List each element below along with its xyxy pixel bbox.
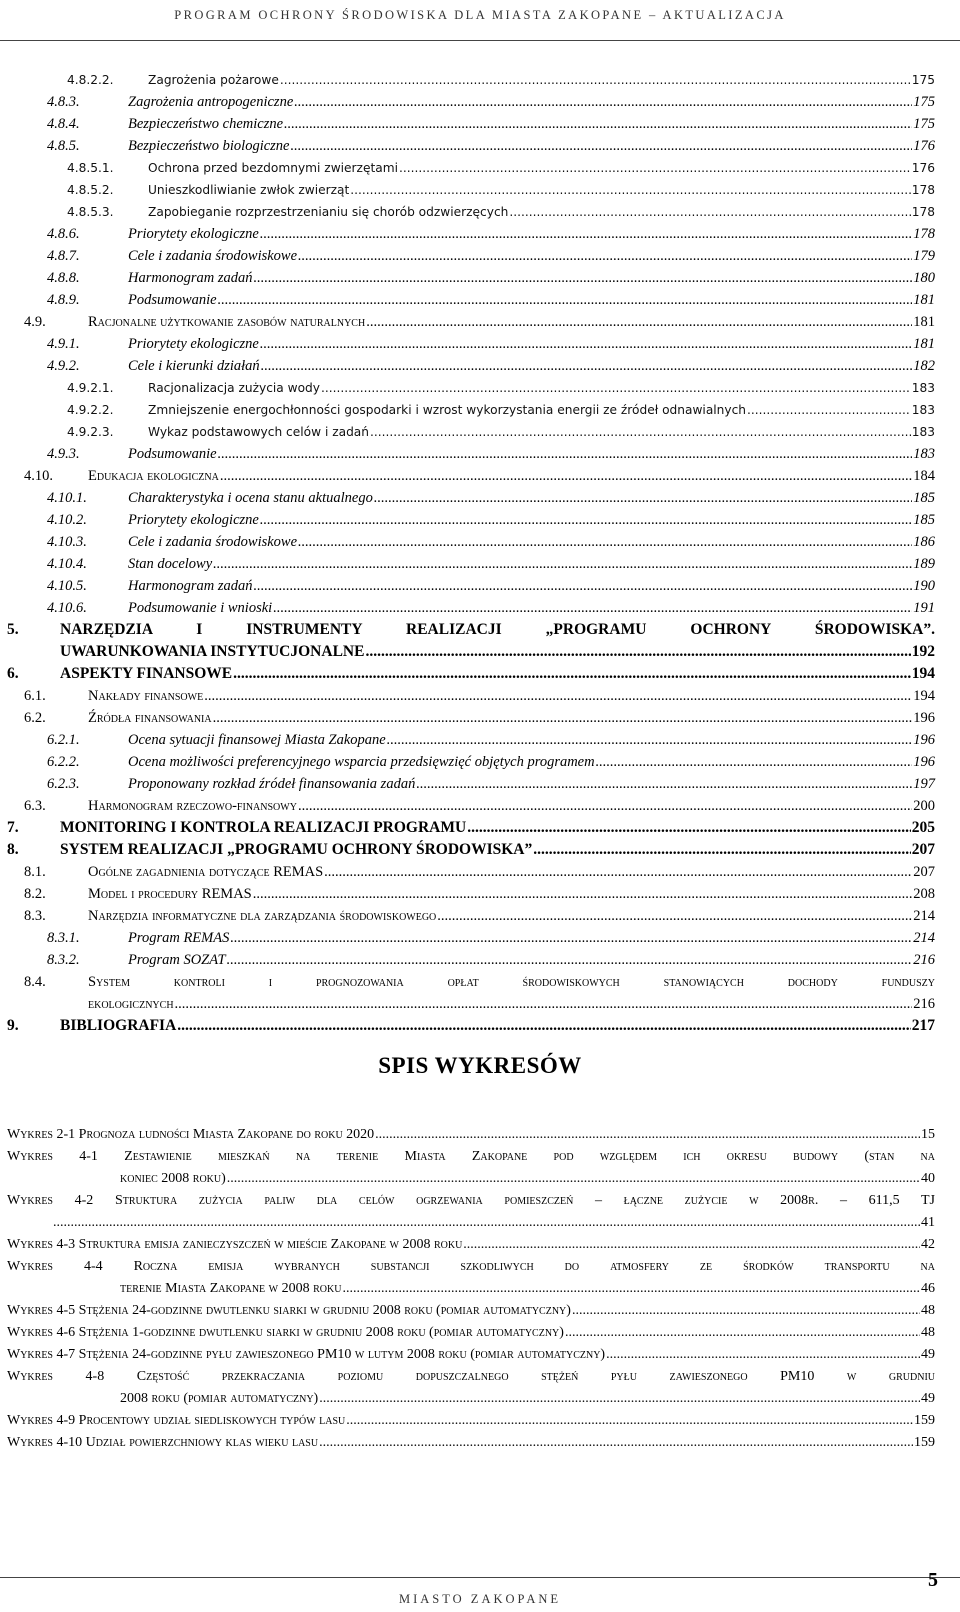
toc-entry-number: 4.8.5.1. (67, 161, 114, 175)
dot-leader (596, 751, 913, 773)
figure-entry[interactable] (7, 1322, 935, 1344)
toc-entry-number: 6.2.2. (47, 754, 80, 770)
toc-entry-title: Ochrona przed bezdomnymi zwierzętami (148, 161, 398, 175)
toc-entry-title: SYSTEM REALIZACJI „PROGRAMU OCHRONY ŚRODOWISKA” (60, 841, 533, 858)
toc-entry-page: 179 (913, 248, 935, 264)
toc-entry-page: 214 (913, 930, 935, 946)
toc-entry-title: Charakterystyka i ocena stanu aktualnego (128, 490, 373, 506)
page-number: 5 (928, 1569, 938, 1591)
dot-leader (387, 729, 913, 751)
toc-entry-number: 4.8.4. (47, 116, 80, 132)
dot-leader (260, 333, 912, 355)
figure-page: 46 (921, 1281, 935, 1296)
toc-entry-title: Harmonogram zadań (128, 270, 253, 286)
toc-entry-page: 190 (913, 578, 935, 594)
toc-entry[interactable] (24, 861, 935, 883)
toc-entry-title: Bezpieczeństwo chemiczne (128, 116, 284, 132)
toc-entry-page: 183 (911, 403, 935, 417)
toc-entry-number: 6.1. (24, 688, 46, 704)
toc-entry-number: 4.9.2. (47, 358, 80, 374)
toc-entry-title: Cele i zadania środowiskowe (128, 248, 298, 264)
dot-leader (213, 553, 912, 575)
dot-leader (365, 641, 910, 663)
toc-entry[interactable] (47, 751, 935, 773)
toc-entry-page: 183 (913, 446, 935, 462)
toc-entry-title: Cele i zadania środowiskowe (128, 534, 298, 550)
toc-entry-number: 8.3.1. (47, 930, 80, 946)
toc-entry-title: Priorytety ekologiczne (128, 226, 259, 242)
toc-entry-number: 8.3.2. (47, 952, 80, 968)
dot-leader (218, 443, 913, 465)
toc-entry[interactable] (24, 883, 935, 905)
toc-entry[interactable] (67, 399, 935, 421)
toc-entry-number: 4.8.2.2. (67, 73, 114, 87)
figure-entry[interactable] (7, 1124, 935, 1146)
dot-leader (370, 421, 911, 443)
figure-caption-continued: 2008 roku (pomiar automatyczny) (120, 1391, 319, 1406)
toc-entry[interactable] (47, 355, 935, 377)
figure-page: 40 (921, 1171, 935, 1186)
dot-leader (253, 267, 912, 289)
figure-page: 159 (914, 1413, 935, 1428)
toc-entry-page: 189 (913, 556, 935, 572)
toc-entry-title: Podsumowanie i wnioski (128, 600, 273, 616)
toc-entry-page: 192 (911, 643, 935, 660)
toc-entry-page: 194 (913, 688, 935, 704)
toc-entry[interactable] (47, 333, 935, 355)
toc-entry-number: 4.9.2.3. (67, 425, 114, 439)
dot-leader (294, 91, 912, 113)
toc-entry-title: Unieszkodliwianie zwłok zwierząt (148, 183, 350, 197)
toc-entry[interactable] (47, 267, 935, 289)
dot-leader (467, 817, 911, 839)
dot-leader (218, 289, 913, 311)
dot-leader (374, 487, 912, 509)
toc-entry-number: 4.10.1. (47, 490, 87, 506)
toc-entry-title: Nakłady finansowe (88, 688, 204, 704)
toc-entry-page: 196 (913, 710, 935, 726)
dot-leader (213, 707, 913, 729)
figure-caption-continuation (52, 1212, 935, 1234)
toc-entry[interactable] (7, 817, 935, 839)
toc-entry-continuation (60, 641, 935, 663)
toc-entry-page: 175 (913, 94, 935, 110)
figure-entry[interactable] (7, 1366, 935, 1410)
toc-entry-number: 4.8.9. (47, 292, 80, 308)
toc-entry-number: 4.8.5. (47, 138, 80, 154)
toc-entry[interactable] (47, 597, 935, 619)
toc-entry[interactable] (47, 245, 935, 267)
figure-page: 15 (921, 1127, 935, 1142)
toc-entry-page: 178 (913, 226, 935, 242)
toc-entry[interactable] (24, 685, 935, 707)
toc-entry-number: 4.8.5.3. (67, 205, 114, 219)
figure-entry[interactable] (7, 1432, 935, 1454)
toc-entry-page: 181 (913, 292, 935, 308)
toc-entry-number: 4.8.6. (47, 226, 80, 242)
toc-entry-title: Zagrożenia antropogeniczne (128, 94, 294, 110)
toc-entry-continuation (88, 993, 935, 1015)
figures-heading: SPIS WYKRESÓW (378, 1053, 582, 1078)
toc-entry-title: Stan docelowy (128, 556, 213, 572)
toc-entry-page: 191 (913, 600, 935, 616)
toc-entry[interactable] (67, 201, 935, 223)
toc-entry-title: Program REMAS (128, 930, 230, 946)
dot-leader (747, 399, 911, 421)
toc-entry-number: 9. (7, 1017, 19, 1034)
dot-leader (227, 1168, 920, 1190)
toc-entry-page: 183 (911, 381, 935, 395)
figure-caption-continuation (120, 1388, 935, 1410)
figure-caption: Wykres 4-9 Procentowy udział siedliskowych typów lasu (7, 1413, 346, 1428)
toc-entry-title: ASPEKTY FINANSOWE (60, 665, 233, 682)
toc-entry-title: Racjonalizacja zużycia wody (148, 381, 321, 395)
figure-caption-continuation (120, 1168, 935, 1190)
toc-entry[interactable] (47, 773, 935, 795)
dot-leader (509, 201, 910, 223)
dot-leader (342, 1278, 920, 1300)
toc-entry-number: 4.10.4. (47, 556, 87, 572)
dot-leader (253, 575, 912, 597)
toc-entry-page: 176 (913, 138, 935, 154)
toc-entry[interactable] (47, 927, 935, 949)
toc-entry-title: Podsumowanie (128, 292, 217, 308)
toc-entry-number: 4.8.8. (47, 270, 80, 286)
figure-caption-continuation (120, 1278, 935, 1300)
figure-caption-continued: terenie Miasta Zakopane w 2008 roku (120, 1281, 342, 1296)
figure-caption: Wykres 4-5 Stężenia 24-godzinne dwutlenku siarki w grudniu 2008 roku (pomiar automatyczny) (7, 1303, 571, 1318)
toc-entry[interactable] (67, 69, 935, 91)
toc-entry-number: 6.2.1. (47, 732, 80, 748)
dot-leader (280, 69, 911, 91)
dot-leader (324, 861, 912, 883)
dot-leader (177, 1015, 910, 1037)
toc-entry[interactable] (47, 223, 935, 245)
running-header: PROGRAM OCHRONY ŚRODOWISKA DLA MIASTA ZAKOPANE – AKTUALIZACJA (0, 0, 960, 41)
dot-leader (53, 1212, 920, 1234)
footer-text: MIASTO ZAKOPANE (398, 1592, 562, 1606)
dot-leader (260, 509, 912, 531)
toc-entry[interactable] (47, 729, 935, 751)
toc-entry-page: 178 (911, 205, 935, 219)
toc-entry-title: Bezpieczeństwo biologiczne (128, 138, 290, 154)
toc-entry-title-continued: UWARUNKOWANIA INSTYTUCJONALNE (60, 643, 365, 660)
dot-leader (463, 1234, 920, 1256)
toc-entry-page: 208 (913, 886, 935, 902)
dot-leader (220, 465, 912, 487)
figure-caption: Wykres 4-6 Stężenia 1-godzinne dwutlenku siarki w grudniu 2008 roku (pomiar automatyczny) (7, 1325, 564, 1340)
figure-caption: Wykres 4-2 Struktura zużycia paliw dla celów ogrzewania pomieszczeń – łączne zużycie w 2008r. – 611,5 TJ (7, 1193, 935, 1208)
figure-caption: Wykres 4-8 Częstość przekraczania poziomu dopuszczalnego stężeń pyłu zawieszonego PM10 w grudniu (7, 1369, 935, 1384)
toc-entry-number: 4.8.7. (47, 248, 80, 264)
toc-entry[interactable] (47, 509, 935, 531)
toc-entry-page: 205 (911, 819, 935, 836)
dot-leader (399, 157, 911, 179)
toc-entry-page: 184 (913, 468, 935, 484)
toc-entry[interactable] (47, 531, 935, 553)
dot-leader (284, 113, 912, 135)
toc-entry-page: 197 (913, 776, 935, 792)
toc-entry-title: Edukacja ekologiczna (88, 468, 219, 484)
figure-entry[interactable] (7, 1190, 935, 1234)
dot-leader (366, 311, 912, 333)
dot-leader (204, 685, 912, 707)
toc-entry[interactable] (24, 905, 935, 927)
toc-entry[interactable] (67, 421, 935, 443)
toc-entry-page: 216 (913, 952, 935, 968)
dot-leader (606, 1344, 920, 1366)
dot-leader (298, 531, 912, 553)
toc-entry-number: 6.2. (24, 710, 46, 726)
toc-entry-number: 4.9.2.1. (67, 381, 114, 395)
figure-caption: Wykres 4-7 Stężenia 24-godzinne pyłu zawieszonego PM10 w lutym 2008 roku (pomiar automatyczny) (7, 1347, 606, 1362)
dot-leader (298, 245, 912, 267)
dot-leader (273, 597, 912, 619)
toc-entry-number: 8.2. (24, 886, 46, 902)
toc-entry-page: 181 (913, 336, 935, 352)
toc-entry-page: 200 (913, 798, 935, 814)
toc-entry[interactable] (7, 1015, 935, 1037)
toc-entry[interactable] (47, 949, 935, 971)
toc-entry[interactable] (47, 113, 935, 135)
toc-entry-page: 207 (913, 864, 935, 880)
toc-entry[interactable] (7, 839, 935, 861)
toc-entry-title: Źródła finansowania (88, 710, 212, 726)
toc-entry-page: 207 (911, 841, 935, 858)
toc-entry[interactable] (47, 575, 935, 597)
dot-leader (227, 949, 913, 971)
figure-page: 48 (921, 1303, 935, 1318)
toc-entry-page: 175 (911, 73, 935, 87)
toc-entry-title: Cele i kierunki działań (128, 358, 260, 374)
toc-entry[interactable] (47, 289, 935, 311)
toc-entry-page: 175 (913, 116, 935, 132)
toc-entry-number: 4.8.3. (47, 94, 80, 110)
toc-entry-number: 6.3. (24, 798, 46, 814)
toc-entry-number: 8.3. (24, 908, 46, 924)
toc-entry-title: Racjonalne użytkowanie zasobów naturalnych (88, 314, 366, 330)
figure-entry[interactable] (7, 1256, 935, 1300)
toc-entry-number: 4.10.3. (47, 534, 87, 550)
figure-page: 49 (921, 1347, 935, 1362)
toc-entry-number: 5. (7, 621, 19, 638)
toc-entry-number: 8.4. (24, 974, 46, 990)
toc-entry-title: Harmonogram rzeczowo-finansowy (88, 798, 297, 814)
toc-entry-title: MONITORING I KONTROLA REALIZACJI PROGRAMU (60, 819, 467, 836)
toc-entry[interactable] (47, 443, 935, 465)
toc-entry-title: NARZĘDZIA I INSTRUMENTY REALIZACJI „PROGRAMU OCHRONY ŚRODOWISKA”. (60, 621, 935, 638)
toc-entry[interactable] (67, 179, 935, 201)
dot-leader (437, 905, 912, 927)
toc-entry-number: 8.1. (24, 864, 46, 880)
toc-entry-title: Podsumowanie (128, 446, 217, 462)
toc-entry-page: 196 (913, 732, 935, 748)
toc-entry-title: Zapobieganie rozprzestrzenianiu się chorób odzwierzęcych (148, 205, 509, 219)
toc-entry-number: 4.9.2.2. (67, 403, 114, 417)
running-footer (0, 1569, 960, 1612)
toc-entry-title: Priorytety ekologiczne (128, 336, 259, 352)
toc-entry-page: 180 (913, 270, 935, 286)
dot-leader (175, 993, 913, 1015)
toc-entry-title: Model i procedury REMAS (88, 886, 252, 902)
toc-entry-page: 186 (913, 534, 935, 550)
figure-entry[interactable] (7, 1410, 935, 1432)
toc-entry-page: 214 (913, 908, 935, 924)
toc-entry-number: 4.8.5.2. (67, 183, 114, 197)
toc-entry-page: 185 (913, 490, 935, 506)
toc-entry-title: Narzędzia informatyczne dla zarządzania środowiskowego (88, 908, 437, 924)
dot-leader (233, 663, 911, 685)
toc-entry-title-continued: ekologicznych (88, 996, 174, 1012)
toc-entry[interactable] (24, 795, 935, 817)
toc-entry-title: BIBLIOGRAFIA (60, 1017, 177, 1034)
toc-entry-number: 4.9. (24, 314, 46, 330)
toc-entry-page: 183 (911, 425, 935, 439)
toc-entry-page: 181 (913, 314, 935, 330)
figure-entry[interactable] (7, 1234, 935, 1256)
toc-entry-number: 4.10.6. (47, 600, 87, 616)
toc-entry-title: Proponowany rozkład źródeł finansowania zadań (128, 776, 416, 792)
toc-entry-title: Ogólne zagadnienia dotyczące REMAS (88, 864, 324, 880)
toc-entry-title: System kontroli i prognozowania opłat środowiskowych stanowiących dochody funduszy (88, 974, 935, 990)
figure-caption-continued: koniec 2008 roku) (120, 1171, 226, 1186)
figure-page: 159 (914, 1435, 935, 1450)
toc-entry-number: 4.9.1. (47, 336, 80, 352)
figure-entry[interactable] (7, 1344, 935, 1366)
toc-entry-page: 178 (911, 183, 935, 197)
toc-entry[interactable] (7, 619, 935, 663)
toc-entry-number: 6. (7, 665, 19, 682)
dot-leader (321, 377, 911, 399)
toc-entry-number: 4.10.5. (47, 578, 87, 594)
toc-entry[interactable] (24, 707, 935, 729)
toc-entry[interactable] (24, 971, 935, 1015)
toc-entry[interactable] (47, 91, 935, 113)
toc-entry-title: Zagrożenia pożarowe (148, 73, 279, 87)
dot-leader (350, 179, 910, 201)
dot-leader (319, 1432, 913, 1454)
dot-leader (375, 1124, 920, 1146)
toc-entry-number: 4.10. (24, 468, 53, 484)
figure-caption: Wykres 4-1 Zestawienie mieszkań na terenie Miasta Zakopane pod względem ich okresu budowy (stan na (7, 1149, 935, 1164)
dot-leader (416, 773, 912, 795)
dot-leader (260, 223, 912, 245)
toc-entry[interactable] (67, 157, 935, 179)
dot-leader (261, 355, 913, 377)
toc-entry-page: 196 (913, 754, 935, 770)
figure-entry[interactable] (7, 1146, 935, 1190)
toc-entry-page: 194 (911, 665, 935, 682)
dot-leader (230, 927, 912, 949)
toc-entry-page: 182 (913, 358, 935, 374)
toc-entry[interactable] (47, 487, 935, 509)
dot-leader (298, 795, 912, 817)
dot-leader (290, 135, 912, 157)
toc-entry-page: 185 (913, 512, 935, 528)
dot-leader (572, 1300, 920, 1322)
dot-leader (319, 1388, 920, 1410)
toc-entry-number: 6.2.3. (47, 776, 80, 792)
toc-entry-title: Ocena sytuacji finansowej Miasta Zakopane (128, 732, 386, 748)
toc-entry[interactable] (24, 465, 935, 487)
toc-entry-title: Harmonogram zadań (128, 578, 253, 594)
dot-leader (346, 1410, 913, 1432)
toc-entry-title: Ocena możliwości preferencyjnego wsparcia przedsięwzięć objętych programem (128, 754, 595, 770)
toc-entry[interactable] (67, 377, 935, 399)
toc-entry-page: 216 (913, 996, 935, 1012)
toc-entry[interactable] (47, 135, 935, 157)
figure-caption: Wykres 4-3 Struktura emisja zanieczyszczeń w mieście Zakopane w 2008 roku (7, 1237, 463, 1252)
dot-leader (565, 1322, 920, 1344)
figure-page: 42 (921, 1237, 935, 1252)
dot-leader (253, 883, 913, 905)
toc-entry-page: 176 (911, 161, 935, 175)
toc-entry-number: 8. (7, 841, 19, 858)
toc-entry-number: 4.9.3. (47, 446, 80, 462)
dot-leader (533, 839, 911, 861)
toc-entry-title: Wykaz podstawowych celów i zadań (148, 425, 369, 439)
toc-entry-number: 7. (7, 819, 19, 836)
figure-page: 41 (921, 1215, 935, 1230)
figure-page: 49 (921, 1391, 935, 1406)
toc-entry-title: Priorytety ekologiczne (128, 512, 259, 528)
toc-entry-title: Zmniejszenie energochłonności gospodarki i wzrost wykorzystania energii ze źródeł odnawialnych (148, 403, 747, 417)
figure-page: 48 (921, 1325, 935, 1340)
figure-caption: Wykres 4-10 Udział powierzchniowy klas wieku lasu (7, 1435, 319, 1450)
toc-entry-title: Program SOZAT (128, 952, 226, 968)
toc-entry-number: 4.10.2. (47, 512, 87, 528)
toc-entry[interactable] (7, 663, 935, 685)
toc-entry-page: 217 (911, 1017, 935, 1034)
toc-entry[interactable] (47, 553, 935, 575)
toc-entry[interactable] (24, 311, 935, 333)
figure-entry[interactable] (7, 1300, 935, 1322)
figure-caption: Wykres 2-1 Prognoza ludności Miasta Zakopane do roku 2020 (7, 1127, 375, 1142)
figure-caption: Wykres 4-4 Roczna emisja wybranych substancji szkodliwych do atmosfery ze środków transportu na (7, 1259, 935, 1274)
